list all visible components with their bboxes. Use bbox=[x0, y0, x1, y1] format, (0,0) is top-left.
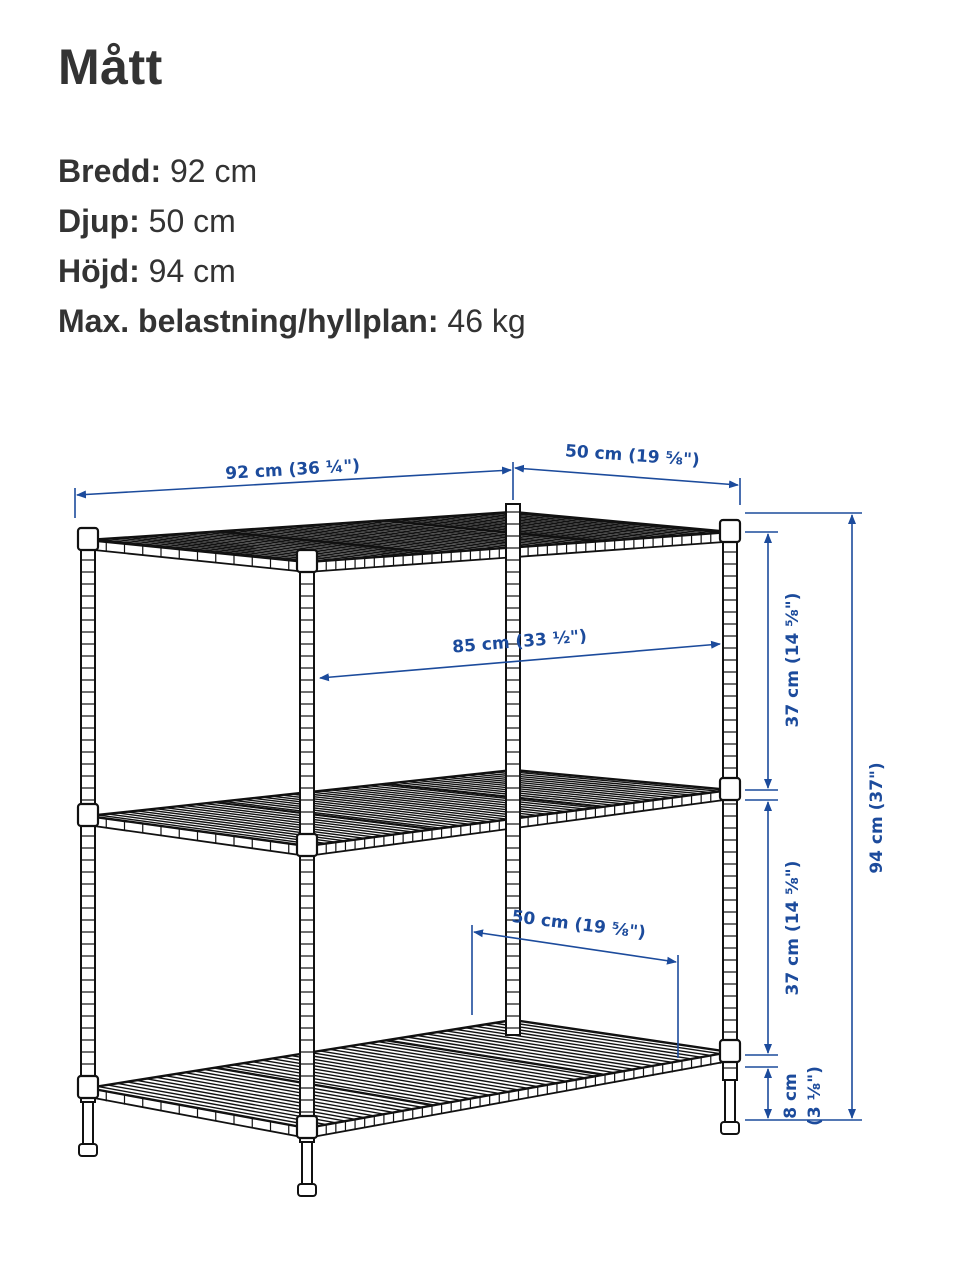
post-collar bbox=[78, 804, 98, 826]
post-collar bbox=[297, 834, 317, 856]
spec-value: 94 cm bbox=[148, 253, 236, 289]
spec-label: Höjd: bbox=[58, 253, 140, 289]
foot-height-label: 8 cm bbox=[781, 1073, 801, 1119]
post-collar bbox=[720, 778, 740, 800]
foot-height-label-inch: (3 ⅛") bbox=[805, 1066, 825, 1126]
foot-stem bbox=[725, 1080, 735, 1124]
depth-top-label: 50 cm (19 ⅝") bbox=[564, 441, 701, 471]
top-shelf bbox=[88, 512, 730, 572]
depth-bottom-label: 50 cm (19 ⅝") bbox=[510, 906, 647, 944]
bottom-shelf bbox=[88, 1020, 730, 1138]
spec-value: 92 cm bbox=[170, 153, 258, 189]
spec-label: Max. belastning/hyllplan: bbox=[58, 303, 439, 339]
spec-label: Bredd: bbox=[58, 153, 162, 189]
depth-top-dim-line bbox=[515, 468, 738, 485]
dimension-drawing bbox=[0, 400, 960, 1262]
spec-depth bbox=[58, 196, 526, 246]
shelf-wire bbox=[503, 1022, 720, 1054]
shelf-unit-illustration bbox=[78, 504, 740, 1196]
shelf-wire bbox=[465, 1028, 682, 1061]
post-collar bbox=[78, 528, 98, 550]
post-collar bbox=[297, 550, 317, 572]
page-title: Mått bbox=[58, 39, 163, 95]
width-label: 92 cm (36 ¼") bbox=[224, 456, 361, 484]
lower-gap-label: 37 cm (14 ⅝") bbox=[783, 860, 803, 996]
foot-leveler bbox=[79, 1144, 97, 1156]
total-height-label: 94 cm (37") bbox=[867, 762, 887, 874]
upper-gap-label: 37 cm (14 ⅝") bbox=[783, 592, 803, 728]
middle-shelf bbox=[88, 770, 730, 856]
post-collar bbox=[720, 1040, 740, 1062]
spec-list bbox=[58, 146, 526, 346]
spec-value: 46 kg bbox=[447, 303, 526, 339]
depth-bottom-dim-line bbox=[474, 932, 676, 962]
foot-leveler bbox=[721, 1122, 739, 1134]
post-collar bbox=[720, 520, 740, 542]
spec-max-load bbox=[58, 296, 526, 346]
foot-stem bbox=[302, 1142, 312, 1186]
spec-label: Djup: bbox=[58, 203, 140, 239]
post-collar bbox=[297, 1116, 317, 1138]
spec-value: 50 cm bbox=[148, 203, 236, 239]
inner-width-label: 85 cm (33 ½") bbox=[451, 626, 588, 658]
post-collar bbox=[78, 1076, 98, 1098]
spec-width bbox=[58, 146, 526, 196]
spec-height bbox=[58, 246, 526, 296]
foot-leveler bbox=[298, 1184, 316, 1196]
foot-stem bbox=[83, 1102, 93, 1146]
